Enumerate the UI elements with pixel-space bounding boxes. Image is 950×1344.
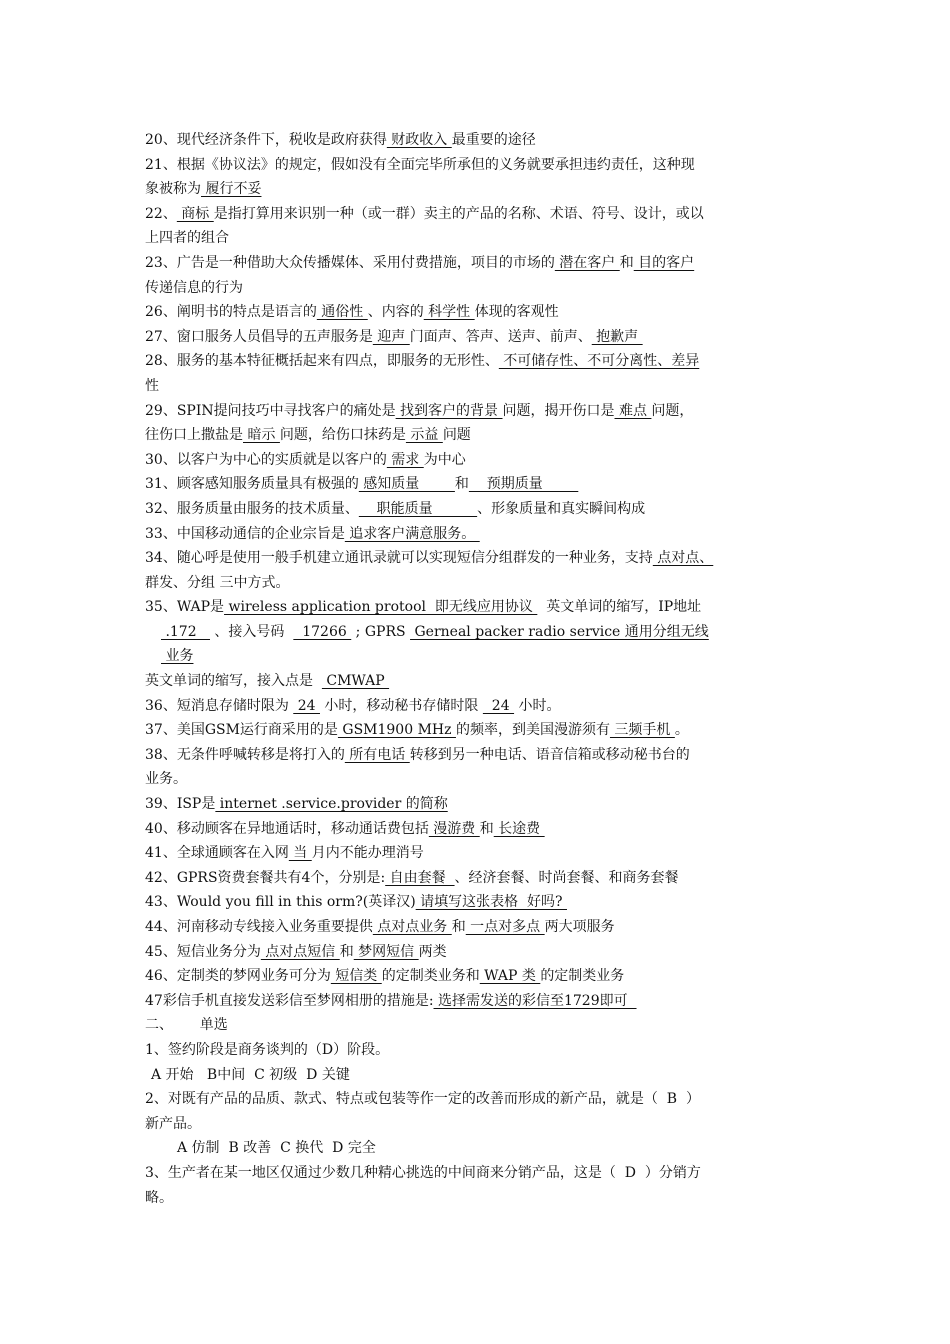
text-segment: 47彩信手机直接发送彩信至梦网相册的措施是: [145,992,434,1009]
answer-blank: 履行不妥 [201,181,262,198]
answer-blank: 梦网短信 [353,943,419,960]
text-segment: 41、全球通顾客在入网 [145,845,289,862]
text-segment: 最重要的途径 [451,132,536,148]
text-segment: 46、定制类的梦网业务可分为 [145,968,331,985]
answer-blank: 24 [482,697,515,714]
text-line [145,325,815,350]
text-segment: 36、短消息存储时限为 [145,697,294,714]
text-line [145,669,815,694]
text-segment: 30、以客户为中心的实质就是以客户的 [145,451,387,468]
text-segment: 、经济套餐、时尚套餐、和商务套餐 [454,869,679,886]
text-line [145,817,815,842]
text-line [145,153,815,178]
answer-blank: 职能质量 [358,500,478,517]
text-segment: 小时。 [514,697,561,714]
text-line [145,940,815,965]
text-line [145,448,815,473]
answer-blank: 商标 [176,205,214,222]
text-segment: 38、无条件呼喊转移是将打入的 [145,746,345,763]
answer-blank: 潜在客户 [554,254,620,271]
text-segment: 37、美国GSM运行商采用的是 [145,722,338,739]
text-line [145,1038,815,1063]
text-segment: 34、随心呼是使用一般手机建立通讯录就可以实现短信分组群发的一种业务，支持 [145,550,653,567]
text-line [145,399,815,424]
text-line [145,522,815,547]
text-segment: 英文单词的缩写，接入点是 [145,673,322,690]
text-segment: 的频率，到美国漫游须有 [455,722,610,739]
text-segment: 的定制类业务 [540,968,625,985]
answer-blank: 通俗性 [316,304,368,321]
answer-blank: 示益 [405,427,443,444]
text-line [145,743,815,768]
text-line [145,300,815,325]
text-line [145,276,815,301]
text-line [145,866,815,891]
text-segment: 性 [145,377,159,394]
text-segment: A 开始 B中间 C 初级 D 关键 [151,1066,350,1083]
text-segment: 、接入号码 [209,623,294,640]
text-segment: 和 [339,943,354,960]
text-line [145,1063,815,1088]
text-line [145,620,815,645]
answer-blank: 点对点短信 [260,943,340,960]
answer-blank: 漫游费 [428,820,480,837]
answer-blank: 难点 [614,402,652,419]
text-segment: 28、服务的基本特征概括起来有四点，即服务的无形性、 [145,353,499,370]
answer-blank: .172 [161,623,210,640]
text-segment: 21、根据《协议法》的规定，假如没有全面完毕所承但的义务就要承担违约责任，这种现 [145,156,695,173]
text-segment: 象被称为 [145,181,201,198]
text-line [145,251,815,276]
text-line [145,472,815,497]
text-segment: 44、河南移动专线接入业务重要提供 [145,919,373,935]
text-segment: 和 [454,476,469,493]
text-segment: 22、 [145,205,177,222]
answer-blank: 短信类 [330,968,382,985]
text-segment: 月内不能办理消号 [311,845,424,862]
text-segment: 问题， [651,402,694,419]
text-segment: 3、生产者在某一地区仅通过少数几种精心挑选的中间商来分销产品，这是（ D ）分销方 [145,1164,701,1181]
text-line [145,964,815,989]
text-segment: 35、WAP是 [145,599,225,616]
text-segment: 43、Would you fill in this orm?(英译汉) [145,894,416,911]
answer-blank: 长途费 [493,820,545,837]
text-line [145,202,815,227]
text-line [145,226,815,251]
text-line [145,595,815,620]
text-segment: 问题 [442,427,471,444]
answer-blank: 一点对多点 [465,919,545,935]
answer-blank: 不可储存性、不可分离性、差异 [498,353,700,370]
answer-blank: 点对点业务 [372,919,452,935]
answer-blank: 科学性 [423,304,475,321]
answer-blank: 迎声 [372,328,410,345]
text-segment: 是指打算用来识别一种（或一群）卖主的产品的名称、术语、符号、设计，或以 [213,205,704,222]
answer-blank: GSM1900 MHz [337,722,456,739]
text-segment: 两大项服务 [544,919,615,935]
text-segment: 英文单词的缩写，IP地址 [537,599,702,616]
answer-blank: 自由套餐 [385,869,455,886]
text-segment: A 仿制 B 改善 C 换代 D 完全 [177,1140,376,1157]
text-segment: 略。 [145,1189,173,1206]
answer-blank: 当 [288,845,312,862]
text-line [145,128,815,153]
text-segment: 39、ISP是 [145,796,216,813]
text-line [145,1087,815,1112]
text-segment: ; GPRS [351,623,411,640]
answer-blank: 预期质量 [468,476,579,493]
text-segment: 二、 单选 [145,1017,228,1034]
text-segment: 和 [479,820,494,837]
answer-blank: 所有电话 [344,746,410,763]
answer-blank: 业务 [161,648,194,665]
answer-blank: 追求客户满意服务。 [344,525,480,542]
text-segment: 27、窗口服务人员倡导的五声服务是 [145,328,373,345]
text-segment: 和 [451,919,466,935]
text-line [145,1112,815,1137]
text-line [145,349,815,374]
answer-blank: Gerneal packer radio service 通用分组无线 [410,623,709,640]
text-line [145,890,815,915]
answer-blank: 三频手机 [609,722,675,739]
text-segment: 20、现代经济条件下，税收是政府获得 [145,132,387,148]
answer-blank: 点对点、 [652,550,714,567]
text-line [145,915,815,940]
text-segment: 往伤口上撒盐是 [145,427,243,444]
answer-blank: 找到客户的背景 [395,402,503,419]
text-line [145,423,815,448]
text-segment: 两类 [418,943,447,960]
text-line [145,1136,815,1161]
answer-blank: 感知质量 [358,476,455,493]
text-line [145,374,815,399]
answer-blank: 17266 [293,623,352,640]
text-line [145,1161,815,1186]
text-line [145,694,815,719]
text-line [145,644,815,669]
text-line [145,546,815,571]
answer-blank: WAP 类 [479,968,541,985]
text-segment: 1、签约阶段是商务谈判的（D）阶段。 [145,1041,390,1058]
text-segment: 32、服务质量由服务的技术质量、 [145,500,359,517]
text-segment: 2、对既有产品的品质、款式、特点或包装等作一定的改善而形成的新产品，就是（ B ） [145,1091,700,1108]
text-segment: 问题，揭开伤口是 [502,402,615,419]
answer-blank: 请填写这张表格 好吗? [415,894,567,911]
text-segment: 体现的客观性 [474,304,559,321]
text-line [145,571,815,596]
answer-blank: 暗示 [243,427,280,444]
text-line [145,718,815,743]
answer-blank: 财政收入 [386,132,452,148]
text-segment: 转移到另一种电话、语音信箱或移动秘书台的 [409,746,690,763]
text-line [145,497,815,522]
text-segment: 。 [674,722,689,739]
answer-blank: wireless application protool 即无线应用协议 [224,599,538,616]
text-segment: 门面声、答声、送声、前声、 [409,328,592,345]
text-segment: 为中心 [423,451,466,468]
answer-blank: 目的客户 [633,254,695,271]
text-segment: 三中方式。 [219,574,290,591]
text-segment: 45、短信业务分为 [145,943,261,960]
text-segment: 40、移动顾客在异地通话时，移动通话费包括 [145,820,429,837]
text-segment: 31、顾客感知服务质量具有极强的 [145,476,359,493]
text-segment: 26、阐明书的特点是语言的 [145,304,317,321]
answer-blank: 24 [293,697,320,714]
text-line [145,792,815,817]
text-segment: 、形象质量和真实瞬间构成 [477,500,646,517]
text-line [145,989,815,1014]
text-segment: 业务。 [145,771,187,788]
document-body [145,128,815,1210]
text-segment: 的定制类业务和 [381,968,480,985]
answer-blank: internet .service.provider 的简称 [215,796,448,813]
text-segment: 传递信息的行为 [145,279,243,296]
text-segment: 29、SPIN提问技巧中寻找客户的痛处是 [145,402,396,419]
text-segment: 33、中国移动通信的企业宗旨是 [145,525,345,542]
answer-blank: 选择需发送的彩信至1729即可 [433,992,637,1009]
text-line [145,177,815,202]
text-segment: 上四者的组合 [145,230,229,247]
text-line [145,1186,815,1211]
text-segment: 和 [619,254,634,271]
text-segment: 23、广告是一种借助大众传播媒体、采用付费措施，项目的市场的 [145,254,555,271]
text-segment: 新产品。 [145,1115,201,1132]
text-segment: 42、GPRS资费套餐共有4个，分别是: [145,869,386,886]
text-segment: 、内容的 [367,304,424,321]
text-segment: 群发、分组 [145,574,220,591]
answer-blank: 抱歉声 [591,328,643,345]
text-line [145,841,815,866]
answer-blank: 需求 [386,451,424,468]
text-line [145,767,815,792]
answer-blank: CMWAP [321,673,390,690]
text-segment: 问题，给伤口抹药是 [279,427,406,444]
text-segment: 小时，移动秘书存储时限 [319,697,483,714]
text-line [145,1013,815,1038]
